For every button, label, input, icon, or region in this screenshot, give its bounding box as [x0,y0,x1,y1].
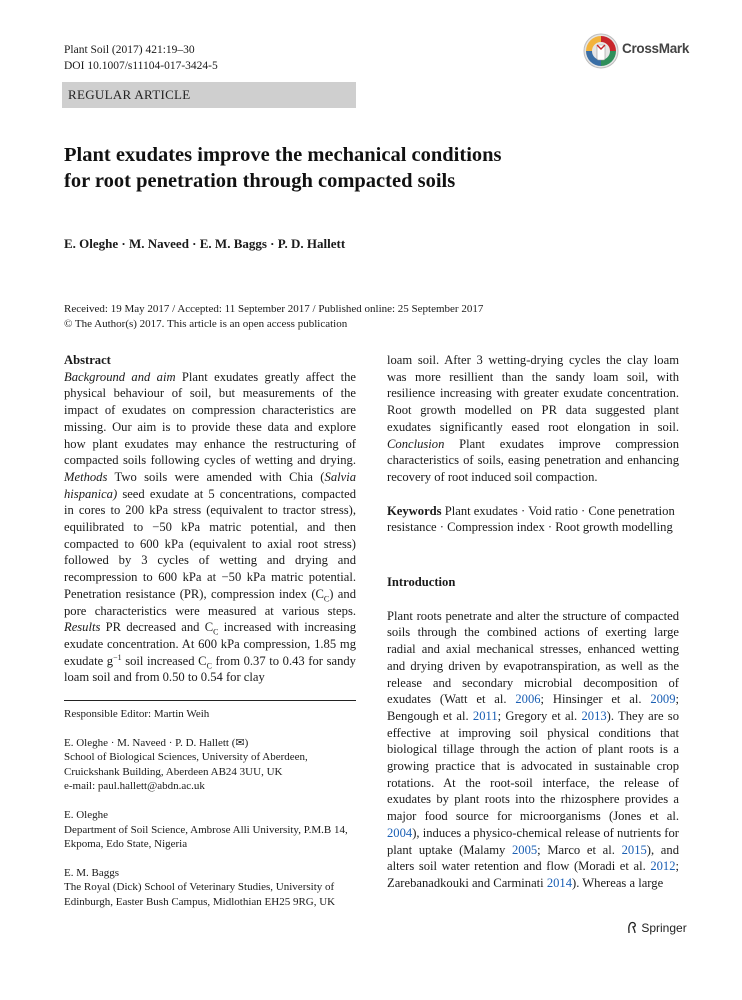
methods-species: Salvia hispanica) [64,469,356,501]
publication-history [64,302,483,332]
intro-text: ; Marco et al. [537,842,622,857]
citation-link[interactable]: 2012 [650,859,676,874]
citation-link[interactable]: 2005 [511,842,538,857]
abstract-body [64,369,356,686]
footnotes [64,707,356,924]
methods-text-3: ) and pore characteristics were measured at various steps. [64,586,356,618]
keywords-text: Plant exudates · Void ratio · Cone penetration resistance · Compression index · Root growth modelling [387,503,675,535]
subscript-c: C [206,661,212,671]
publisher-name: Springer [641,921,687,935]
citation-link[interactable]: 2014 [546,875,573,890]
intro-text: ). They are so effective at improving soil physical conditions that biological tillage through the action of plant roots is a growing practice that is advocated in sustainable crop rotations. At the root-soil interface, the release of exudates by plant roots into the rhizosphere provides a major food source for microorganisms (Jones et al. [387,708,680,824]
abstract-continuation [387,352,679,486]
affil3-dept: The Royal (Dick) School of Veterinary Studies, University of [64,881,335,894]
crossmark-label: CrossMark [622,41,690,56]
doi[interactable]: DOI 10.1007/s11104-017-3424-5 [64,60,218,72]
superscript-minus-one: −1 [113,652,122,662]
affil2-names: E. Oleghe [64,808,108,821]
keywords-block [387,503,679,536]
introduction-paragraph [387,608,679,892]
history-dates: Received: 19 May 2017 / Accepted: 11 September 2017 / Published online: 25 September 2017 [64,303,484,315]
affiliation-3 [64,866,356,910]
results-text-4: from 0.37 to 0.43 for sandy loam soil and from 0.50 to 0.54 for clay [64,653,356,685]
subscript-c: C [323,594,330,604]
affil2-dept: Department of Soil Science, Ambrose Alli University, P.M.B 14, [64,823,348,836]
copyright-line: © The Author(s) 2017. This article is an open access publication [64,318,348,330]
results-text-1: PR decreased and C [105,620,214,635]
intro-text: ; Zarebanadkouki and Carminati [387,859,679,890]
citation-link[interactable]: 2006 [515,692,541,707]
results-text-5: loam soil. After 3 wetting-drying cycles the clay loam was more resillient than the sandy loam soil, with resilience increasing with greater exudate concentration. Root growth modelled on PR data suggested plant exudates significantly eased root elongation in soil. [387,353,679,434]
citation-link[interactable]: 2013 [581,708,607,723]
article-type-banner: REGULAR ARTICLE [62,82,356,108]
methods-label: Methods [64,469,108,484]
methods-text-2: seed exudate at 5 concentrations, compacted in cores to 200 kPa stress (equivalent to tractor stress), equilibrated to −50 kPa matric potential, and then compacted to 600 kPa (equivalent to axial root stress) followed by 3 cycles of wetting and drying and recompression to 600 kPa at −50 kPa matric potential. Penetration resistance (PR), compression index (C [64,486,356,601]
affil3-address: Edinburgh, Easter Bush Campus, Midlothian EH25 9RG, UK [64,895,336,908]
keywords-label: Keywords [387,503,442,518]
responsible-editor: Responsible Editor: Martin Weih [64,708,210,720]
introduction-heading: Introduction [387,575,456,590]
citation-link[interactable]: 2011 [472,708,498,723]
citation-link[interactable]: 2004 [387,825,413,840]
journal-citation: Plant Soil (2017) 421:19–30 [64,44,195,56]
abstract-heading: Abstract [64,353,111,367]
affil2-address: Ekpoma, Edo State, Nigeria [64,838,188,851]
conclusion-label: Conclusion [387,436,445,451]
results-text-2: increased with increasing exudate concentration. At 600 kPa compression, 1.85 mg exudate g [64,620,356,668]
author-list: E. Oleghe · M. Naveed · E. M. Baggs · P. D. Hallett [64,236,346,251]
springer-logo [626,921,687,935]
results-text-3: soil increased C [125,653,207,668]
intro-text: ). Whereas a large [572,875,664,890]
intro-text: ), induces a physico-chemical release of nutrients for plant uptake (Malamy [387,825,679,857]
background-text: Plant exudates greatly affect the physical behaviour of soil, but measurements of the impact of exudates on compression characteristics are missing. Our aim is to provide these data and explore how plant exudates may enhance the restructuring of compacted soils following cycles of wetting and drying. [64,369,356,468]
methods-text-1: Two soils were amended with Chia ( [114,469,325,484]
affiliation-2 [64,808,356,852]
background-label: Background and aim [64,369,176,384]
subscript-c: C [213,627,219,637]
springer-horse-icon [626,921,638,934]
article-title [64,142,664,194]
intro-text: ; Hinsinger et al. [540,692,651,707]
conclusion-text: Plant exudates improve compression characteristics of soils, easing penetration and enhancing recovery of root induced soil compaction. [387,436,679,484]
title-line-2: for root penetration through compacted soils [64,170,456,192]
intro-text: Plant roots penetrate and alter the structure of compacted soils through the combined actions of exerting large radial and axial mechanical stresses, enhanced wetting and drying driven by evapotranspiration, as well as the release and secondary microbial decomposition of exudates (Watt et al. [387,608,679,707]
affil1-dept: School of Biological Sciences, University of Aberdeen, [64,751,308,764]
footnote-separator [64,700,356,701]
intro-text: ; Gregory et al. [497,708,582,723]
results-label: Results [64,620,101,635]
citation-link[interactable]: 2015 [621,842,647,857]
affil1-email[interactable]: e-mail: paul.hallett@abdn.ac.uk [64,780,205,793]
affiliation-1 [64,736,356,794]
title-line-1: Plant exudates improve the mechanical conditions [64,144,502,166]
affil1-names: E. Oleghe · M. Naveed · P. D. Hallett (✉) [64,736,249,749]
intro-text: ), and alters soil water retention and flow (Moradi et al. [387,842,679,874]
crossmark-badge[interactable] [582,32,692,68]
abstract-right-column [387,352,679,892]
abstract-left-column [64,352,356,686]
crossmark-icon [582,32,620,70]
affil3-names: E. M. Baggs [64,866,119,879]
citation-link[interactable]: 2009 [650,692,676,707]
intro-text: ; Bengough et al. [387,692,680,723]
affil1-address: Cruickshank Building, Aberdeen AB24 3UU, UK [64,765,283,778]
